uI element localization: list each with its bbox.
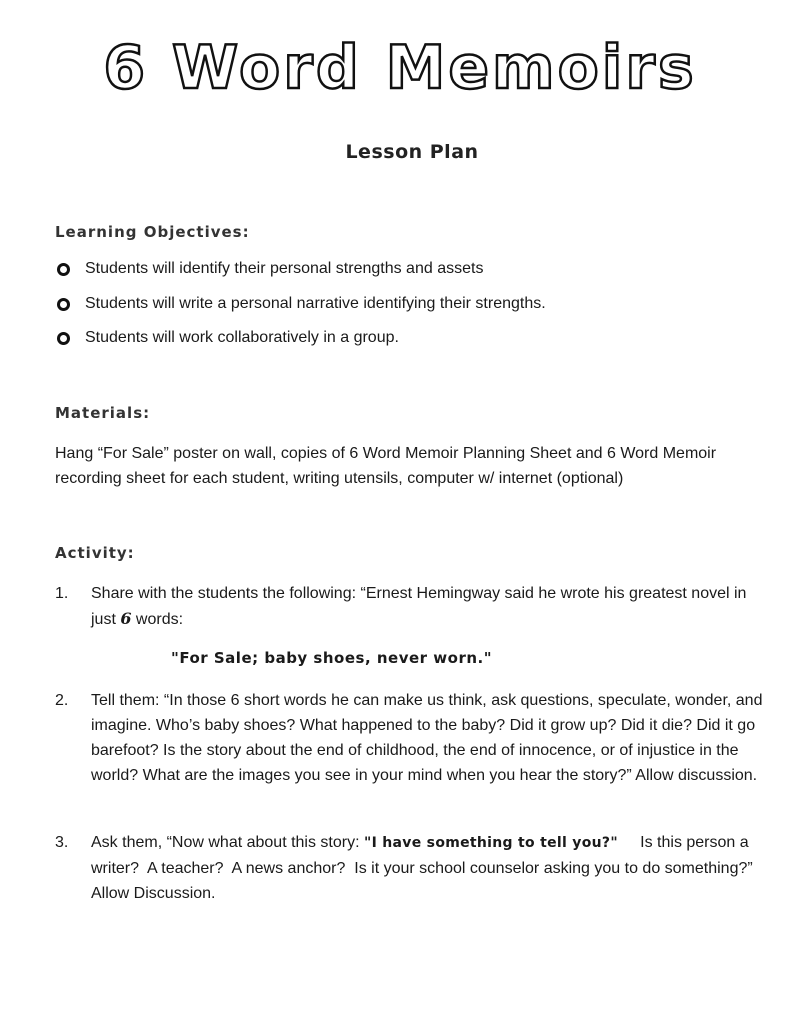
objective-text: Students will identify their personal strengths and assets — [85, 260, 484, 277]
page-subtitle: Lesson Plan — [345, 141, 479, 163]
list-item — [55, 830, 770, 906]
materials-text: Hang “For Sale” poster on wall, copies of 6 Word Memoir Planning Sheet and 6 Word Memoir recording sheet for each student, writing utensils, computer w/ internet (optional) — [55, 445, 717, 487]
item-number: 2. — [55, 692, 69, 709]
objective-text: Students will work collaboratively in a group. — [85, 329, 399, 346]
emphasis-number: 6 — [120, 609, 132, 628]
list-item — [55, 293, 755, 328]
activity-text: Ask them, “Now what about this story: — [91, 834, 364, 851]
activity-text: words: — [131, 611, 184, 628]
circle-bullet-icon — [57, 332, 70, 345]
circle-bullet-icon — [57, 298, 70, 311]
activity-list — [55, 581, 770, 906]
activity-text: Share with the students the following: “Ernest Hemingway said he wrote his greatest novel in just — [91, 585, 747, 628]
activity-heading: Activity: — [55, 544, 135, 562]
list-item — [55, 688, 770, 830]
item-number: 3. — [55, 834, 69, 851]
activity-text: Tell them: “In those 6 short words he can make us think, ask questions, speculate, wonder, and imagine. Who’s baby shoes? What happened to the baby? Did it grow up? Did it die? Did it go barefoot? Is the story about the end of childhood, the end of innocence, or of injustice in the world? What are the images you see in your mind when you hear the story?” Allow discussion. — [91, 692, 763, 784]
list-item — [55, 581, 770, 688]
materials-heading: Materials: — [55, 404, 151, 422]
objectives-heading: Learning Objectives: — [55, 223, 250, 241]
story-quote: "I have something to tell you?" — [364, 835, 618, 851]
item-number: 1. — [55, 585, 69, 602]
objectives-list — [55, 258, 755, 362]
circle-bullet-icon — [57, 263, 70, 276]
list-item — [55, 258, 755, 293]
hemingway-quote: "For Sale; baby shoes, never worn." — [171, 649, 493, 667]
objective-text: Students will write a personal narrative identifying their strengths. — [85, 294, 546, 312]
page-title: 6 Word Memoirs — [103, 33, 697, 103]
activity-text: Is this person a writer? A teacher? A news anchor? Is it your school counselor asking you to do something?” Allow Discussion. — [91, 834, 761, 902]
list-item — [55, 327, 755, 362]
